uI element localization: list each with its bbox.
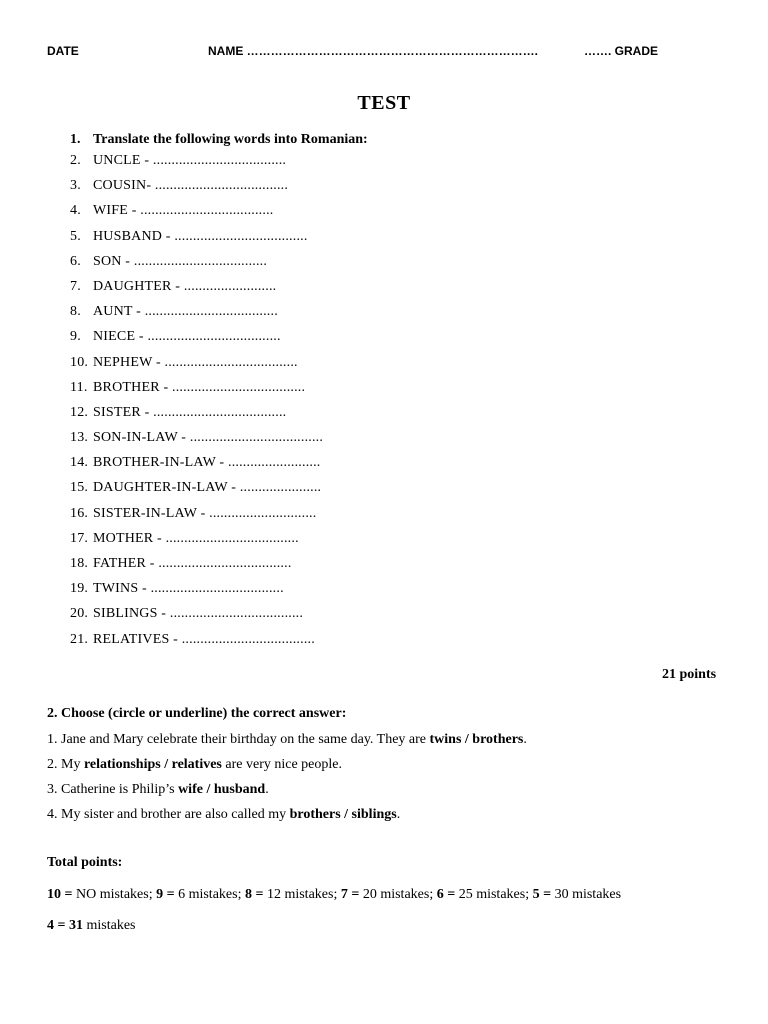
vocabulary-item-text: SISTER-IN-LAW - ............................. [93,505,317,521]
vocabulary-item [70,151,323,176]
vocabulary-item-number: 9. [70,329,81,345]
vocabulary-item-text: FATHER - .................................... [93,556,292,571]
choice-sentence [47,805,527,830]
sentence-text: 3. Catherine is Philip’s [47,782,179,797]
vocabulary-item-number: 3. [70,178,81,194]
sentence-text-end: . [523,732,527,747]
grading-scale-line2 [47,918,135,934]
vocabulary-item [70,201,323,226]
page-header [0,44,768,62]
exercise2-heading: 2. Choose (circle or underline) the correct answer: [47,706,347,721]
vocabulary-item-number: 2. [70,153,81,168]
answer-choices: relationships / relatives [83,757,222,772]
answer-choices: twins / brothers [429,732,524,747]
vocabulary-item-text: WIFE - .................................... [93,203,274,219]
grading-scale-text: 12 mistakes; [263,887,341,902]
vocabulary-item-number: 20. [70,606,89,622]
vocabulary-item-text: AUNT - .................................... [93,304,278,320]
exercise1-points: 21 points [662,667,717,682]
sentence-text: 1. Jane and Mary celebrate their birthday on the same day. They are [47,732,430,747]
vocabulary-item-number: 8. [70,304,81,320]
vocabulary-item [70,504,323,529]
grading-scale-grade: 6 = [436,887,456,902]
vocabulary-item-number: 18. [70,556,89,571]
vocabulary-item [70,579,323,604]
vocabulary-item-number: 21. [70,631,89,647]
grading-scale-text: 20 mistakes; [359,887,437,902]
vocabulary-item-text: NIECE - .................................... [93,329,281,345]
exercise1-heading [70,132,368,148]
answer-choices: wife / husband [178,782,266,797]
choice-sentence [47,730,527,755]
vocabulary-item-text: SIBLINGS - .................................... [93,606,304,622]
total-points-heading: Total points: [47,855,123,870]
date-label: DATE [47,44,79,58]
vocabulary-item-text: DAUGHTER - ......................... [93,278,277,294]
vocabulary-item [70,604,323,629]
name-label: NAME ………………………………………………………………. [208,44,538,58]
vocabulary-item-number: 11. [70,379,88,395]
choice-sentence-list [47,730,527,830]
vocabulary-item-text: SISTER - .................................... [93,404,287,420]
vocabulary-item [70,630,323,655]
vocabulary-item [70,176,323,201]
vocabulary-item-text: SON-IN-LAW - .................................... [93,430,324,446]
grading-scale-grade: 5 = [532,887,552,902]
vocabulary-item-number: 16. [70,505,89,521]
vocabulary-item [70,428,323,453]
vocabulary-item-text: HUSBAND - .................................... [93,228,308,244]
grading-scale-text: mistakes [82,918,136,933]
grading-scale-grade: 7 = [340,887,360,902]
vocabulary-item [70,453,323,478]
grading-scale-text: 30 mistakes [551,887,622,902]
vocabulary-item-number: 6. [70,253,81,269]
vocabulary-item [70,277,323,302]
choice-sentence [47,780,527,805]
vocabulary-item [70,327,323,352]
sentence-text-end: are very nice people. [221,757,342,772]
sentence-text: 4. My sister and brother are also called my [47,807,290,822]
vocabulary-item-text: UNCLE - .................................... [93,153,287,168]
vocabulary-item-text: SON - .................................... [93,253,268,269]
grading-scale-grade: 9 = [156,887,175,902]
choice-sentence [47,755,527,780]
vocabulary-item-text: MOTHER - .................................... [93,530,299,546]
vocabulary-item-text: COUSIN- .................................... [93,178,289,194]
vocabulary-list [70,151,323,655]
vocabulary-item [70,554,323,579]
vocabulary-item-number: 4. [70,203,81,219]
vocabulary-item [70,302,323,327]
answer-choices: brothers / siblings [289,807,397,822]
vocabulary-item-number: 14. [70,455,89,471]
vocabulary-item-text: BROTHER-IN-LAW - ......................... [93,455,321,471]
grading-scale-grade: 10 = [47,887,73,902]
vocabulary-item [70,403,323,428]
vocabulary-item-text: TWINS - .................................... [93,581,284,597]
vocabulary-item-text: RELATIVES - .................................... [93,631,315,647]
vocabulary-item-text: BROTHER - .................................... [93,379,306,395]
vocabulary-item [70,478,323,503]
vocabulary-item [70,252,323,277]
page-title: TEST [357,92,411,114]
grading-scale-grade: 4 = 31 [47,918,83,933]
vocabulary-item-number: 10. [70,354,89,370]
grade-label: ……. GRADE [584,44,659,58]
exercise1-number: 1. [70,132,81,147]
vocabulary-item [70,529,323,554]
sentence-text-end: . [396,807,401,822]
vocabulary-item-number: 5. [70,228,81,244]
grading-scale-line1 [47,887,621,903]
sentence-text: 2. My [47,757,84,772]
vocabulary-item-number: 7. [70,278,81,294]
vocabulary-item-number: 17. [70,530,89,546]
vocabulary-item-number: 12. [70,404,89,420]
grading-scale-text: 25 mistakes; [455,887,533,902]
grading-scale-text: 6 mistakes; [174,887,245,902]
vocabulary-item [70,227,323,252]
sentence-text-end: . [265,782,269,797]
vocabulary-item [70,353,323,378]
vocabulary-item [70,378,323,403]
vocabulary-item-text: NEPHEW - .................................... [93,354,298,370]
vocabulary-item-number: 19. [70,581,89,597]
vocabulary-item-text: DAUGHTER-IN-LAW - ...................... [93,480,322,496]
grading-scale-grade: 8 = [244,887,264,902]
vocabulary-item-number: 15. [70,480,89,496]
grading-scale-text: NO mistakes; [72,887,157,902]
exercise1-instruction: Translate the following words into Romanian: [93,132,368,147]
vocabulary-item-number: 13. [70,430,89,446]
